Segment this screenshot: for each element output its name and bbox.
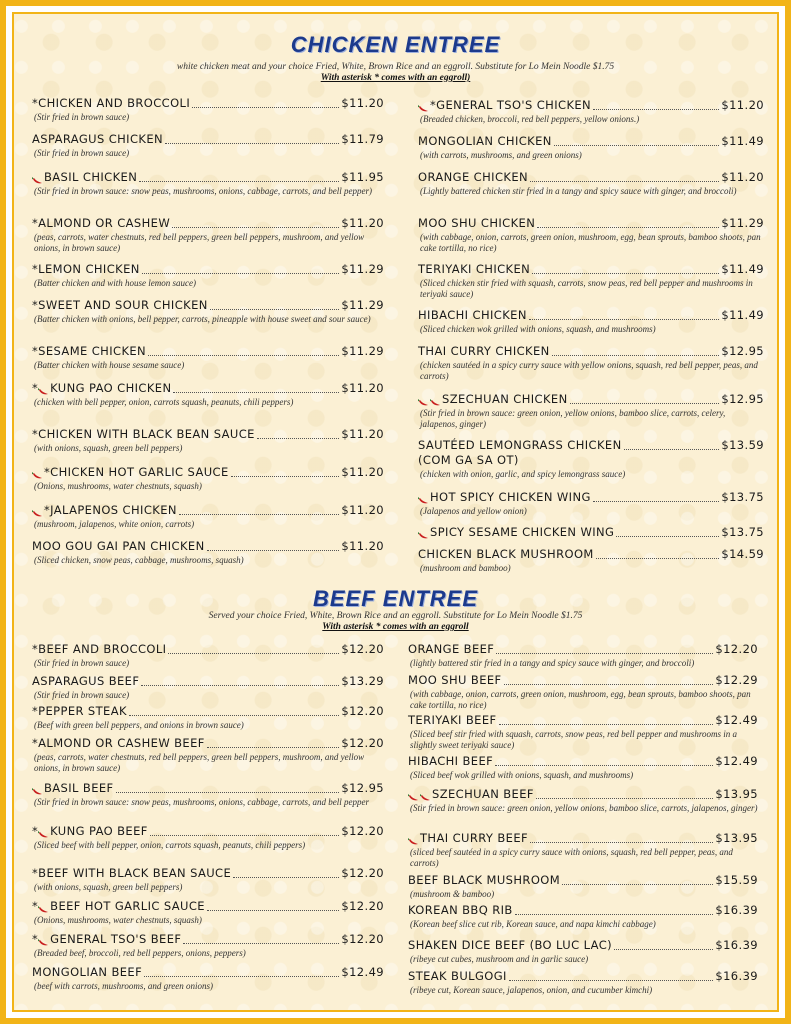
menu-item-line — [408, 754, 758, 769]
dot-leader — [207, 747, 340, 748]
dot-leader — [207, 550, 340, 551]
chicken-menu-item — [418, 438, 764, 480]
dot-leader — [596, 558, 720, 559]
chili-pepper-icon — [420, 794, 431, 802]
chili-pepper-icon — [408, 838, 419, 846]
dot-leader — [257, 438, 340, 439]
dot-leader — [150, 835, 340, 836]
menu-item-price: $16.39 — [715, 969, 758, 983]
menu-item-description: (Lightly battered chicken stir fried in a tangy and spicy sauce with ginger, and broccoli) — [420, 186, 737, 196]
menu-item-name: STEAK BULGOGI — [408, 969, 507, 983]
menu-item-line — [32, 642, 384, 657]
menu-item-description: (Korean beef slice cut rib, Korean sauce, and napa kimchi cabbage) — [410, 919, 656, 929]
dot-leader — [496, 653, 713, 654]
chicken-menu-item — [418, 344, 764, 381]
menu-item-description: (Beef with green bell peppers, and onions in brown sauce) — [34, 720, 244, 730]
menu-item-line — [408, 642, 758, 657]
menu-item-description: (Sliced chicken stir fried with squash, carrots, snow peas, red bell pepper and mushrooms in teriyaki sauce) — [420, 278, 753, 299]
menu-item-price: $12.95 — [721, 344, 764, 358]
menu-item-price: $11.20 — [341, 381, 384, 395]
menu-item-line — [418, 525, 764, 540]
menu-item-price: $13.95 — [715, 831, 758, 845]
menu-item-price: $12.95 — [341, 781, 384, 795]
menu-item-name: BASIL BEEF — [44, 781, 114, 795]
menu-item-line — [408, 969, 758, 984]
menu-item-price: $12.20 — [341, 899, 384, 913]
chicken-menu-item — [32, 216, 384, 253]
dot-leader — [562, 884, 713, 885]
menu-item-name: *LEMON CHICKEN — [32, 262, 140, 276]
menu-item-line — [32, 965, 384, 980]
menu-item-description: (Sliced beef with bell pepper, onion, carrots squash, peanuts, chili peppers) — [34, 840, 306, 850]
chicken-menu-item — [418, 98, 764, 125]
menu-item-description: (Stir fried in brown sauce: green onion, yellow onions, bamboo slice, carrots, jalapenos, ginger) — [410, 803, 758, 813]
menu-item-name: *SWEET AND SOUR CHICKEN — [32, 298, 208, 312]
menu-item-line — [32, 298, 384, 313]
eggroll-asterisk: * — [32, 381, 39, 395]
menu-item-price: $13.95 — [715, 787, 758, 801]
menu-item-name: SZECHUAN CHICKEN — [442, 392, 568, 406]
menu-item-name: SAUTÉED LEMONGRASS CHICKEN — [418, 438, 622, 452]
menu-item-name: *CHICKEN WITH BLACK BEAN SAUCE — [32, 427, 255, 441]
menu-item-line — [408, 938, 758, 953]
beef-menu-item — [32, 642, 384, 669]
dot-leader — [504, 684, 714, 685]
eggroll-asterisk: * — [32, 932, 39, 946]
menu-item-line — [32, 216, 384, 231]
menu-item-name: THAI CURRY CHICKEN — [418, 344, 550, 358]
dot-leader — [144, 976, 339, 977]
menu-item-price: $11.29 — [341, 344, 384, 358]
menu-item-description: (sliced beef sautéed in a spicy curry sauce with onions, squash, red bell pepper, peas, and carrots) — [410, 847, 733, 868]
chili-pepper-icon — [430, 399, 441, 407]
dot-leader — [616, 536, 719, 537]
menu-item-line — [32, 674, 384, 689]
chicken-section-note2: With asterisk * comes with an eggroll) — [320, 73, 471, 83]
dot-leader — [593, 501, 720, 502]
menu-item-description: (Sliced chicken wok grilled with onions, squash, and mushrooms) — [420, 324, 656, 334]
menu-item-line — [418, 547, 764, 562]
menu-item-line — [408, 831, 758, 846]
beef-menu-item — [408, 831, 758, 868]
dot-leader — [172, 227, 339, 228]
eggroll-asterisk: * — [32, 824, 39, 838]
menu-item-line — [32, 736, 384, 751]
menu-item-description: (Onions, mushrooms, water chestnuts, squash) — [34, 915, 202, 925]
menu-item-line — [32, 381, 384, 396]
menu-item-description: (chicken with bell pepper, onion, carrots squash, peanuts, chili peppers) — [34, 397, 294, 407]
dot-leader — [231, 476, 340, 477]
chili-pepper-icon — [418, 399, 429, 407]
menu-item-description: (Batter chicken with onions, bell pepper, carrots, pineapple with house sweet and sour sauce) — [34, 314, 371, 324]
menu-item-description: (Breaded chicken, broccoli, red bell peppers, yellow onions.) — [420, 114, 640, 124]
menu-item-line — [32, 866, 384, 881]
menu-item-name: ORANGE BEEF — [408, 642, 495, 656]
menu-item-description: (with onions, squash, green bell peppers) — [34, 882, 183, 892]
dot-leader — [529, 319, 720, 320]
menu-item-line — [418, 308, 764, 323]
dot-leader — [148, 355, 339, 356]
menu-item-description: (Stir fried in brown sauce) — [34, 112, 130, 122]
menu-item-price: $11.49 — [721, 262, 764, 276]
menu-item-price: $12.20 — [341, 866, 384, 880]
dot-leader — [509, 980, 714, 981]
menu-item-price: $12.20 — [341, 824, 384, 838]
menu-item-price: $12.95 — [721, 392, 764, 406]
dot-leader — [614, 949, 713, 950]
menu-item-line — [408, 787, 758, 802]
chicken-menu-item — [418, 308, 764, 335]
chicken-menu-item — [32, 262, 384, 289]
dot-leader — [495, 765, 713, 766]
menu-item-name: *CHICKEN HOT GARLIC SAUCE — [44, 465, 229, 479]
menu-item-price: $12.49 — [715, 754, 758, 768]
chicken-menu-item — [32, 132, 384, 159]
dot-leader — [593, 109, 719, 110]
menu-item-name: SZECHUAN BEEF — [432, 787, 534, 801]
dot-leader — [192, 107, 339, 108]
dot-leader — [210, 309, 340, 310]
chili-pepper-icon — [38, 939, 49, 947]
menu-item-line — [32, 503, 384, 518]
menu-item-name: MONGOLIAN CHICKEN — [418, 134, 552, 148]
beef-menu-item — [32, 824, 384, 851]
menu-item-name: BEEF HOT GARLIC SAUCE — [50, 899, 205, 913]
menu-item-price: $11.20 — [341, 503, 384, 517]
menu-item-description: (Sliced beef wok grilled with onions, squash, and mushrooms) — [410, 770, 634, 780]
menu-item-price: $11.49 — [721, 134, 764, 148]
beef-menu-item — [32, 781, 384, 808]
menu-item-line — [32, 932, 384, 947]
menu-item-line — [32, 96, 384, 111]
menu-item-line — [418, 216, 764, 231]
menu-item-description: (Stir fried in brown sauce: green onion, yellow onions, bamboo slice, carrots, celery, jalapenos, ginger) — [420, 408, 726, 429]
beef-section-note2: With asterisk * comes with an eggroll — [322, 622, 469, 632]
dot-leader — [515, 914, 714, 915]
menu-item-price: $12.20 — [341, 704, 384, 718]
dot-leader — [570, 403, 720, 404]
chicken-menu-item — [418, 547, 764, 574]
menu-item-name: *BEEF AND BROCCOLI — [32, 642, 167, 656]
menu-item-line — [408, 713, 758, 728]
menu-item-line — [408, 903, 758, 918]
dot-leader — [532, 273, 719, 274]
menu-item-name: MOO SHU CHICKEN — [418, 216, 536, 230]
menu-item-price: $12.20 — [341, 642, 384, 656]
beef-menu-item — [408, 938, 758, 965]
chicken-menu-item — [418, 170, 764, 197]
menu-item-description: (with onions, squash, green bell peppers) — [34, 443, 183, 453]
beef-menu-item — [408, 754, 758, 781]
menu-item-price: $11.79 — [341, 132, 384, 146]
menu-item-price: $11.95 — [341, 170, 384, 184]
menu-item-price: $11.20 — [341, 465, 384, 479]
menu-item-name: ORANGE CHICKEN — [418, 170, 528, 184]
menu-item-name: *PEPPER STEAK — [32, 704, 127, 718]
menu-item-line — [32, 344, 384, 359]
chicken-section-note: white chicken meat and your choice Fried, White, Brown Rice and an eggroll. Substitute for Lo Mein Noodle $1.75 — [176, 62, 615, 72]
menu-paper — [12, 12, 779, 1012]
chicken-menu-item — [32, 465, 384, 492]
menu-item-price: $11.29 — [341, 298, 384, 312]
menu-item-name: HIBACHI BEEF — [408, 754, 494, 768]
menu-item-line — [32, 704, 384, 719]
menu-item-line — [32, 899, 384, 914]
dot-leader — [207, 910, 339, 911]
chili-pepper-icon — [38, 388, 49, 396]
menu-item-line — [418, 490, 764, 505]
menu-item-line — [32, 262, 384, 277]
chicken-menu-item — [32, 298, 384, 325]
menu-item-line — [418, 344, 764, 359]
chicken-menu-item — [32, 344, 384, 371]
menu-item-price: $11.29 — [721, 216, 764, 230]
menu-item-description: (Batter chicken with house sesame sauce) — [34, 360, 185, 370]
menu-item-price: $11.29 — [341, 262, 384, 276]
menu-item-line — [32, 539, 384, 554]
dot-leader — [624, 449, 720, 450]
menu-item-description: (mushroom & bamboo) — [410, 889, 495, 899]
menu-item-name: HOT SPICY CHICKEN WING — [430, 490, 591, 504]
menu-item-line — [32, 824, 384, 839]
menu-item-description: (lightly battered stir fried in a tangy and spicy sauce with ginger, and broccoli) — [410, 658, 695, 668]
menu-item-line — [418, 170, 764, 185]
menu-item-description: (Stir fried in brown sauce) — [34, 690, 130, 700]
menu-item-line — [418, 392, 764, 407]
menu-item-price: $11.20 — [341, 96, 384, 110]
menu-item-line — [32, 465, 384, 480]
chicken-menu-item — [418, 262, 764, 299]
chicken-menu-item — [418, 216, 764, 253]
menu-item-price: $13.29 — [341, 674, 384, 688]
menu-item-name: ASPARAGUS BEEF — [32, 674, 140, 688]
menu-item-price: $13.75 — [721, 490, 764, 504]
menu-item-name: ASPARAGUS CHICKEN — [32, 132, 164, 146]
beef-section-note: Served your choice Fried, White, Brown Rice and an eggroll. Substitute for Lo Mein Noodle $1.75 — [208, 611, 583, 621]
menu-item-name: KUNG PAO BEEF — [50, 824, 148, 838]
chicken-menu-item — [32, 170, 384, 197]
menu-item-name: BEEF BLACK MUSHROOM — [408, 873, 561, 887]
menu-item-line — [418, 438, 764, 453]
dot-leader — [168, 653, 339, 654]
chili-pepper-icon — [32, 510, 43, 518]
menu-item-line — [408, 673, 758, 688]
beef-menu-item — [408, 673, 758, 710]
dot-leader — [233, 877, 339, 878]
chili-pepper-icon — [32, 472, 43, 480]
menu-item-line — [408, 873, 758, 888]
menu-item-description: (mushroom, jalapenos, white onion, carrots) — [34, 519, 195, 529]
chicken-menu-item — [32, 381, 384, 408]
menu-item-name: *ALMOND OR CASHEW BEEF — [32, 736, 205, 750]
beef-menu-item — [32, 674, 384, 701]
menu-item-description: (Stir fried in brown sauce) — [34, 148, 130, 158]
dot-leader — [499, 724, 714, 725]
menu-item-price: $15.59 — [715, 873, 758, 887]
menu-item-name: BASIL CHICKEN — [44, 170, 138, 184]
chili-pepper-icon — [418, 497, 429, 505]
menu-item-description: (ribeye cut cubes, mushroom and in garlic sauce) — [410, 954, 589, 964]
dot-leader — [165, 143, 339, 144]
menu-item-name: KOREAN BBQ RIB — [408, 903, 513, 917]
menu-item-description: (Stir fried in brown sauce) — [34, 658, 130, 668]
beef-menu-item — [408, 903, 758, 930]
chicken-menu-item — [32, 427, 384, 454]
dot-leader — [530, 842, 713, 843]
menu-item-price: $16.39 — [715, 903, 758, 917]
menu-item-name: MOO SHU BEEF — [408, 673, 502, 687]
menu-item-price: $12.20 — [341, 932, 384, 946]
chili-pepper-icon — [32, 788, 43, 796]
beef-menu-item — [32, 704, 384, 731]
menu-item-price: $12.49 — [715, 713, 758, 727]
menu-item-description: (ribeye cut, Korean sauce, jalapenos, onion, and cucumber kimchi) — [410, 985, 653, 995]
beef-menu-item — [32, 866, 384, 893]
dot-leader — [530, 181, 719, 182]
menu-item-name-second-line: (COM GA SA OT) — [418, 453, 519, 467]
menu-item-price: $12.49 — [341, 965, 384, 979]
menu-item-description: (Breaded beef, broccoli, red bell peppers, onions, peppers) — [34, 948, 246, 958]
chicken-menu-item — [418, 392, 764, 429]
beef-menu-item — [408, 642, 758, 669]
beef-menu-item — [32, 899, 384, 926]
chicken-section-title: CHICKEN ENTREE — [290, 32, 501, 57]
menu-item-description: (chicken with onion, garlic, and spicy lemongrass sauce) — [420, 469, 626, 479]
dot-leader — [537, 227, 719, 228]
chicken-menu-item — [32, 503, 384, 530]
beef-menu-item — [32, 736, 384, 773]
menu-item-description: (Stir fried in brown sauce: snow peas, mushrooms, onions, cabbage, carrots, and bell pepper — [34, 797, 369, 807]
menu-item-name: MOO GOU GAI PAN CHICKEN — [32, 539, 205, 553]
dot-leader — [142, 273, 340, 274]
menu-item-description: (Onions, mushrooms, water chestnuts, squash) — [34, 481, 202, 491]
dot-leader — [129, 715, 339, 716]
chicken-menu-item — [418, 525, 764, 540]
chili-pepper-icon — [38, 831, 49, 839]
menu-item-name: *GENERAL TSO'S CHICKEN — [430, 98, 592, 112]
beef-menu-item — [408, 713, 758, 750]
menu-item-name: GENERAL TSO'S BEEF — [50, 932, 182, 946]
menu-item-price: $11.20 — [341, 216, 384, 230]
menu-item-price: $13.75 — [721, 525, 764, 539]
dot-leader — [536, 798, 713, 799]
menu-item-name: SHAKEN DICE BEEF (BO LUC LAC) — [408, 938, 613, 952]
dot-leader — [179, 514, 339, 515]
menu-item-price: $12.29 — [715, 673, 758, 687]
menu-item-price: $11.20 — [341, 539, 384, 553]
menu-item-line — [418, 134, 764, 149]
menu-item-description: (chicken sautéed in a spicy curry sauce with yellow onions, squash, red bell pepper, peas, and carrots) — [420, 360, 758, 381]
dot-leader — [141, 685, 339, 686]
menu-item-line — [32, 132, 384, 147]
menu-item-name: CHICKEN BLACK MUSHROOM — [418, 547, 594, 561]
menu-item-description: (Sliced chicken, snow peas, cabbage, mushrooms, squash) — [34, 555, 244, 565]
menu-item-line — [418, 262, 764, 277]
beef-menu-item — [408, 873, 758, 900]
chicken-menu-item — [418, 134, 764, 161]
menu-item-line — [32, 427, 384, 442]
chicken-menu-item — [418, 490, 764, 517]
chili-pepper-icon — [38, 906, 49, 914]
eggroll-asterisk: * — [32, 899, 39, 913]
menu-item-line — [32, 781, 384, 796]
dot-leader — [173, 392, 339, 393]
chicken-menu-item — [32, 539, 384, 566]
menu-item-price: $12.20 — [715, 642, 758, 656]
beef-menu-item — [408, 787, 758, 814]
menu-item-description: (beef with carrots, mushrooms, and green onions) — [34, 981, 213, 991]
menu-item-price: $11.20 — [721, 170, 764, 184]
menu-item-price: $11.20 — [721, 98, 764, 112]
chicken-menu-item — [32, 96, 384, 123]
menu-item-name: *BEEF WITH BLACK BEAN SAUCE — [32, 866, 232, 880]
menu-item-description: (Sliced beef stir fried with squash, carrots, snow peas, red bell pepper and mushrooms in a slightly sweet teriyaki sauce) — [410, 729, 737, 750]
menu-item-name: *JALAPENOS CHICKEN — [44, 503, 177, 517]
dot-leader — [554, 145, 720, 146]
menu-item-price: $13.59 — [721, 438, 764, 452]
menu-item-description: (peas, carrots, water chestnuts, red bell peppers, green bell peppers, mushroom, and yellow onions, in brown sauce) — [34, 752, 365, 773]
chili-pepper-icon — [32, 177, 43, 185]
menu-item-price: $11.49 — [721, 308, 764, 322]
menu-item-description: (mushroom and bamboo) — [420, 563, 511, 573]
menu-item-line — [418, 98, 764, 113]
menu-item-name: THAI CURRY BEEF — [420, 831, 528, 845]
menu-item-price: $11.20 — [341, 427, 384, 441]
beef-menu-item — [32, 965, 384, 992]
menu-item-description: (Batter chicken and with house lemon sauce) — [34, 278, 196, 288]
dot-leader — [552, 355, 720, 356]
menu-item-description: (with cabbage, onion, carrots, green onion, mushroom, egg, bean sprouts, bamboo shoots, pan cake tortilla, no rice) — [410, 689, 751, 710]
beef-menu-item — [32, 932, 384, 959]
menu-item-price: $12.20 — [341, 736, 384, 750]
beef-menu-item — [408, 969, 758, 996]
menu-item-name: *SESAME CHICKEN — [32, 344, 147, 358]
beef-section-title: BEEF ENTREE — [312, 586, 479, 611]
menu-item-name: KUNG PAO CHICKEN — [50, 381, 172, 395]
menu-item-line — [32, 170, 384, 185]
dot-leader — [183, 943, 339, 944]
menu-item-description: (peas, carrots, water chestnuts, red bell peppers, green bell peppers, mushroom, and yellow onions, in brown sauce) — [34, 232, 365, 253]
dot-leader — [116, 792, 340, 793]
menu-item-name: TERIYAKI CHICKEN — [418, 262, 531, 276]
dot-leader — [139, 181, 339, 182]
chili-pepper-icon — [418, 532, 429, 540]
menu-item-price: $14.59 — [721, 547, 764, 561]
menu-item-name: HIBACHI CHICKEN — [418, 308, 527, 322]
chili-pepper-icon — [408, 794, 419, 802]
menu-item-price: $16.39 — [715, 938, 758, 952]
menu-item-name: *CHICKEN AND BROCCOLI — [32, 96, 191, 110]
menu-item-description: (Stir fried in brown sauce: snow peas, mushrooms, onions, cabbage, carrots, and bell pepper) — [34, 186, 372, 196]
menu-item-name: SPICY SESAME CHICKEN WING — [430, 525, 615, 539]
menu-item-description: (Jalapenos and yellow onion) — [420, 506, 527, 516]
menu-item-name: TERIYAKI BEEF — [408, 713, 497, 727]
menu-item-description: (with cabbage, onion, carrots, green onion, mushroom, egg, bean sprouts, bamboo shoots, pan cake tortilla, no rice) — [420, 232, 761, 253]
menu-item-name: *ALMOND OR CASHEW — [32, 216, 171, 230]
chili-pepper-icon — [418, 105, 429, 113]
menu-item-name: MONGOLIAN BEEF — [32, 965, 143, 979]
menu-item-description: (with carrots, mushrooms, and green onions) — [420, 150, 582, 160]
